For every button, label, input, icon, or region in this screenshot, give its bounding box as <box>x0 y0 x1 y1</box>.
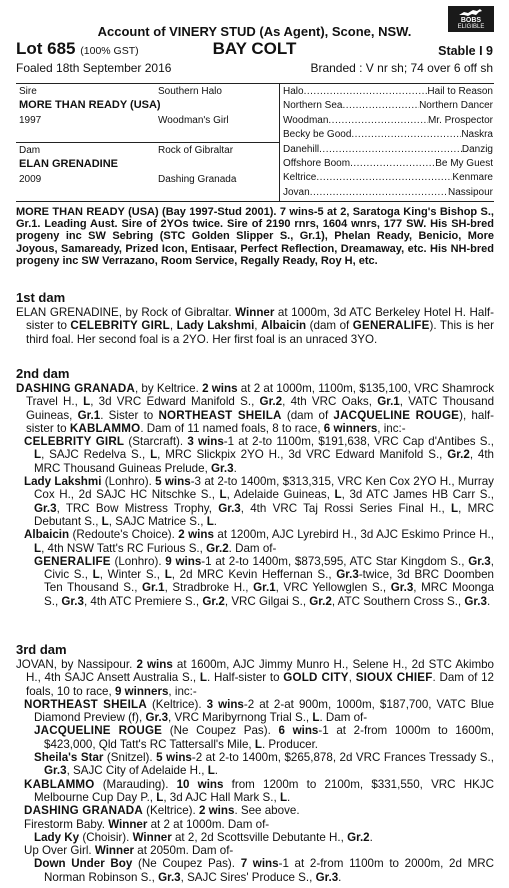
bold-text: Gr.3 <box>34 501 57 515</box>
leader-dots <box>350 158 435 170</box>
grandparent-name: Becky be Good <box>283 129 352 141</box>
text-run: , <box>254 319 262 333</box>
bold-text: 6 wins <box>278 724 319 738</box>
third-dam-heading: 3rd dam <box>16 642 67 657</box>
text-run: Up Over Girl. <box>24 844 95 858</box>
produce-record <box>16 555 494 608</box>
third-dam-section <box>16 642 494 884</box>
grandparent-name: Jovan <box>283 186 310 198</box>
lot-number-text: Lot 685 <box>16 39 76 58</box>
leader-dots <box>310 187 448 199</box>
text-run: -1 at 2-from 1000m to 1600m, $423,000, Qld Tatt's RC Tattersall's Mile, <box>44 724 494 751</box>
text-run: , SAJC Matrice S., <box>108 514 207 528</box>
text-run: , SAJC City of Adelaide H., <box>66 764 208 778</box>
bold-text: Gr.2 <box>309 594 332 608</box>
text-run: , inc:- <box>168 684 197 698</box>
bold-text: 2 wins <box>198 804 235 818</box>
first-dam-heading: 1st dam <box>16 290 66 305</box>
bold-text: Sheila's Star <box>34 751 104 765</box>
leader-dots <box>342 100 419 112</box>
bold-text: L <box>156 790 164 804</box>
text-run: , MRC Slickpix 2YO H., 3d VRC Edward Manifold S., <box>157 448 448 462</box>
text-run: , VRC Gilgai S., <box>224 594 310 608</box>
text-run: -3 at 2-to 1400m, $313,315, VRC Ken Cox 2YO H., Murray Cox H., 2d SAJC HC Nitschke S., <box>34 475 494 502</box>
text-run: ), half-sister to <box>26 408 494 435</box>
text-run: -1 at 2-to 1400m, $873,595, ATC Star Kingdom S., <box>201 554 469 568</box>
grandparent-row <box>283 86 493 98</box>
bold-text: Gr.3 <box>464 594 487 608</box>
text-run: ELAN GRENADINE, by Rock of Gibraltar. <box>16 306 236 319</box>
black-type-horse: KABLAMMO <box>24 777 95 791</box>
grandparent-name: Woodman <box>283 114 329 126</box>
produce-record <box>16 698 494 725</box>
text-run: , MRC Debutant S., <box>34 501 494 528</box>
bold-text: Winner <box>94 844 135 858</box>
black-type-horse: DASHING GRANADA <box>16 382 135 395</box>
bold-text: Albaicin <box>24 528 70 542</box>
grandparent-name: Offshore Boom <box>283 158 351 169</box>
text-run: , 4th VRC Oaks, <box>282 395 378 409</box>
produce-record <box>16 778 494 805</box>
produce-record <box>16 724 494 751</box>
bold-text: 6 winners <box>323 421 378 435</box>
text-run: . Producer. <box>261 737 319 751</box>
bold-text: Gr.2 <box>347 830 370 844</box>
grandparent-sire: Kenmare <box>452 172 493 184</box>
text-run: (dam of <box>281 408 334 422</box>
black-type-horse: CELEBRITY GIRL <box>24 435 125 449</box>
sire-label: Sire <box>19 86 37 97</box>
bold-text: L <box>34 541 42 555</box>
dam-year: 2009 <box>19 174 42 185</box>
bold-text: Lady Ky <box>34 830 80 844</box>
grandparent-name: Northern Sea <box>283 100 343 112</box>
black-type-horse: JACQUELINE ROUGE <box>333 408 460 422</box>
text-run: , by Keltrice. <box>134 382 203 395</box>
dam-name: ELAN GRENADINE <box>19 158 119 170</box>
first-dam-text <box>16 306 494 346</box>
lot-header <box>16 39 493 60</box>
produce-record <box>16 528 494 555</box>
leader-dots <box>351 129 461 141</box>
black-type-horse: NORTHEAST SHEILA <box>24 697 147 711</box>
black-type-horse: GENERALIFE <box>34 554 111 568</box>
bold-text: L <box>206 514 214 528</box>
text-run: from 1200m to 2100m, $331,550, VRC HKJC Melbourne Cup Day P., <box>34 777 495 804</box>
bold-text: L <box>219 488 227 502</box>
grandparent-row <box>283 144 493 156</box>
bold-text: L <box>92 568 100 582</box>
text-run: at 1000m, 3d ATC Berkeley Hotel H. Half-sister to <box>26 306 494 333</box>
text-run: . Dam of- <box>228 541 277 555</box>
second-dam-section <box>16 366 494 608</box>
text-run: , MRC Moonga S., <box>44 581 494 608</box>
grandparent-sire: Northern Dancer <box>419 100 493 112</box>
text-run: , 4th NSW Tatt's RC Furious S., <box>41 541 207 555</box>
text-run: (Snitzel). <box>103 751 157 765</box>
grandparent-row <box>283 158 493 170</box>
bold-text: Gr.3 <box>390 581 414 595</box>
produce-record <box>16 658 494 698</box>
grandparent-sire: Hail to Reason <box>427 86 493 97</box>
text-run: (Redoute's Choice). <box>69 528 179 542</box>
grandparent-sire: Danzig <box>461 143 493 155</box>
vendor-account: Account of VINERY STUD (As Agent), Scone, NSW. <box>97 24 412 39</box>
bold-text: 2 wins <box>136 658 173 671</box>
text-run: . Sister to <box>100 408 159 422</box>
dam-label: Dam <box>19 145 41 156</box>
lot-sex: BAY COLT <box>212 39 297 58</box>
text-run: (Starcraft). <box>124 435 188 449</box>
bold-text: 7 wins <box>240 857 279 871</box>
bold-text: Gr.3 <box>145 711 169 725</box>
produce-record <box>16 844 494 857</box>
grandparent-row <box>283 100 493 112</box>
logo-text-top: BOBS <box>460 17 482 24</box>
bold-text: L <box>150 448 158 462</box>
text-run: . <box>486 594 491 608</box>
text-run: JOVAN, by Nassipour. <box>16 658 137 671</box>
pedigree-table <box>16 83 494 202</box>
bold-text: L <box>34 448 42 462</box>
text-run: at 2050m. Dam of- <box>134 844 234 858</box>
text-run: , VATC Thousand Guineas, <box>26 395 495 422</box>
bold-text: Winner <box>108 817 148 831</box>
produce-record <box>16 382 494 435</box>
text-run: , Adelaide Guineas, <box>226 488 335 502</box>
black-type-horse: KABLAMMO <box>69 421 141 435</box>
text-run: (Keltrice). <box>146 697 207 711</box>
text-run: , TRC Bow Mistress Trophy, <box>56 501 219 515</box>
bold-text: Gr.2 <box>206 541 229 555</box>
text-run: at 2 at 1000m. Dam of- <box>147 817 270 831</box>
bold-text: Gr.3 <box>211 461 234 475</box>
bold-text: 5 wins <box>156 751 192 765</box>
bold-text: Lady Lakshmi <box>24 475 102 489</box>
text-run: -1 at 2-to 1100m, $191,638, VRC Cap d'Antibes S., <box>223 435 494 449</box>
bold-text: Gr.3 <box>158 870 181 884</box>
bold-text: Down Under Boy <box>34 857 133 871</box>
grandparent-name: Halo <box>283 86 304 97</box>
produce-record <box>16 435 494 475</box>
bold-text: Gr.2 <box>447 448 470 462</box>
bold-text: Gr.2 <box>202 594 225 608</box>
sire-sire: Southern Halo <box>158 86 222 97</box>
text-run: . <box>338 870 342 884</box>
black-type-horse: NORTHEAST SHEILA <box>158 408 282 422</box>
text-run: -twice, 3d BRC Doomben Ten Thousand S., <box>44 568 494 595</box>
bold-text: Winner <box>132 830 172 844</box>
text-run: . Dam of 11 named foals, 8 to race, <box>140 421 324 435</box>
leader-dots <box>319 144 462 156</box>
text-run: (Lonhro). <box>101 475 156 489</box>
brand-marks: Branded : V nr sh; 74 over 6 off sh <box>310 61 493 75</box>
text-run: . Dam of 12 foals, 10 to race, <box>26 671 495 698</box>
grandparent-sire: Nassipour <box>447 186 493 198</box>
bold-text: Gr.2 <box>259 395 283 409</box>
grandparent-sire: Mr. Prospector <box>427 114 493 126</box>
bold-text: Gr.3 <box>61 594 84 608</box>
bold-text: L <box>207 764 215 778</box>
produce-record <box>16 751 494 778</box>
text-run: -2 at 2-at 900m, 1000m, $187,700, VATC Blue Diamond Preview (f), <box>34 697 494 725</box>
pedigree-divider <box>279 84 280 201</box>
text-run: , 2d MRC Kevin Heffernan S., <box>171 568 337 582</box>
text-run: (dam of <box>306 319 353 333</box>
text-run: , SAJC Redelva S., <box>41 448 151 462</box>
leader-dots <box>316 172 452 184</box>
bold-text: L <box>279 790 288 804</box>
bold-text: 2 wins <box>202 382 238 395</box>
text-run: , 4th MRC Thousand Guineas Prelude, <box>34 448 494 475</box>
gst-note: (100% GST) <box>80 45 139 57</box>
bold-text: L <box>334 488 342 502</box>
first-dam-section <box>16 290 494 346</box>
produce-record <box>16 804 494 817</box>
bold-text: Winner <box>235 306 275 319</box>
text-run: . Dam of- <box>319 711 368 725</box>
bold-text: 9 wins <box>165 554 202 568</box>
text-run: , <box>348 671 356 685</box>
sire-dam: Woodman's Girl <box>158 115 229 126</box>
text-run: , 3d VRC Edward Manifold S., <box>90 395 260 409</box>
text-run: , 4th ATC Premiere S., <box>83 594 203 608</box>
grandparent-sire: Be My Guest <box>435 158 493 169</box>
text-run: -2 at 2-to 1400m, $265,878, 2d VRC Frances Tressady S., <box>191 751 494 765</box>
bold-text: Gr.1 <box>377 395 400 409</box>
text-run: , ATC Southern Cross S., <box>331 594 465 608</box>
text-run: , Stradbroke H., <box>164 581 254 595</box>
lot-number <box>16 39 139 58</box>
text-run: , inc:- <box>377 421 406 435</box>
text-run: . <box>369 830 373 844</box>
text-run: at 1600m, AJC Jimmy Munro H., Selene H., 2d STC Akimbo H., 4th SAJC Ansett Australia S., <box>26 658 495 685</box>
grandparent-sire: Naskra <box>461 129 493 141</box>
bold-text: 2 wins <box>178 528 214 542</box>
text-run: (Keltrice). <box>142 804 199 818</box>
bold-text: Gr.1 <box>253 581 276 595</box>
text-run: Firestorm Baby. <box>24 817 109 831</box>
pedigree-row-divider <box>16 142 279 143</box>
text-run: , <box>169 319 177 333</box>
text-run: (Marauding). <box>94 777 177 791</box>
produce-record <box>16 857 494 884</box>
produce-record <box>16 831 494 844</box>
text-run: . <box>213 514 218 528</box>
produce-record <box>16 475 494 528</box>
text-run: . <box>287 790 291 804</box>
sire-year: 1997 <box>19 115 42 126</box>
bold-text: Gr.1 <box>77 408 101 422</box>
bold-text: 3 wins <box>187 435 224 449</box>
bold-text: Gr.3 <box>336 568 359 582</box>
text-run: at 2, 2d Scottsville Debutante H., <box>171 830 348 844</box>
leader-dots <box>328 115 428 127</box>
black-type-horse: CELEBRITY GIRL <box>70 319 170 333</box>
text-run: . Half-sister to <box>206 671 284 685</box>
text-run: at 1200m, AJC Lyrebird H., 3d AJC Eskimo Prince H., <box>213 528 494 542</box>
black-type-horse: JACQUELINE ROUGE <box>34 724 163 738</box>
text-run: , 3d ATC James HB Carr S., <box>341 488 494 502</box>
bold-text: L <box>254 737 262 751</box>
leader-dots <box>304 86 428 98</box>
bold-text: Gr.3 <box>315 870 339 884</box>
bold-text: L <box>451 501 459 515</box>
text-run: (Ne Coupez Pas). <box>162 724 279 738</box>
bold-text: Lady Lakshmi <box>176 319 255 333</box>
text-run: , 4th VRC Taj Rossi Series Final H., <box>240 501 452 515</box>
text-run: , 3d AJC Hall Mark S., <box>163 790 280 804</box>
text-run: (Ne Coupez Pas). <box>132 857 241 871</box>
text-run: , VRC Yellowglen S., <box>275 581 391 595</box>
dam-dam: Dashing Granada <box>158 174 237 185</box>
grandparent-row <box>283 115 493 127</box>
sire-summary: MORE THAN READY (USA) (Bay 1997-Stud 2001). 7 wins-5 at 2, Saratoga King's Bishop S., Gr.1. Leading Aust. Sire of 2YOs twice. Sire of 2190 rnrs, 1604 wnrs, 177 SW. His SH-bred progeny inc SW Sebring (STC Golden Slipper S., Gr.1), Phelan Ready, Benicio, More Joyous, Samaready, Prized Icon, Entisaar, Perfect Reflection, Dreamaway, etc. His NH-bred progeny inc SW Verrazano, Room Service, Regally Ready, Roy H, etc. <box>16 206 494 267</box>
grandparent-name: Danehill <box>283 143 320 155</box>
bold-text: 5 wins <box>155 475 191 489</box>
horse-icon <box>458 8 484 17</box>
bold-text: L <box>101 514 109 528</box>
text-run: , VRC Maribyrnong Trial S., <box>168 711 313 725</box>
bold-text: Albaicin <box>261 319 307 333</box>
text-run: -1 at 2-from 1100m to 2000m, 2d MRC Norman Robinson S., <box>44 857 494 884</box>
black-type-horse: GENERALIFE <box>352 319 430 333</box>
bold-text: Gr.1 <box>142 581 165 595</box>
text-run: . <box>233 461 237 475</box>
grandparent-row <box>283 129 493 141</box>
bold-text: 10 wins <box>176 777 224 791</box>
dam-sire: Rock of Gibraltar <box>158 145 234 156</box>
text-run: at 2 at 1000m, 1100m, $135,100, VRC Shamrock Travel H., <box>26 382 495 409</box>
grandparent-row <box>283 187 493 199</box>
bold-text: 9 winners <box>114 684 169 698</box>
grandparent-name: Keltrice <box>283 172 317 184</box>
logo-text-bottom: ELIGIBLE <box>457 24 485 30</box>
bold-text: Gr.3 <box>44 764 67 778</box>
text-run: . See above. <box>234 804 300 818</box>
text-run: , Civic S., <box>44 554 494 582</box>
second-dam-heading: 2nd dam <box>16 366 70 381</box>
text-run: (Lonhro). <box>110 554 166 568</box>
text-run: (Choisir). <box>79 830 133 844</box>
bold-text: 3 wins <box>206 697 244 711</box>
black-type-horse: SIOUX CHIEF <box>355 671 433 685</box>
bold-text: Gr.3 <box>218 501 241 515</box>
bold-text: L <box>83 395 91 409</box>
text-run: ). This is her third foal. Her second foal is a 2YO. Her first foal is an unraced 3YO. <box>26 319 494 346</box>
black-type-horse: GOLD CITY <box>283 671 349 685</box>
text-run: , Winter S., <box>99 568 165 582</box>
stable-number: Stable I 9 <box>438 44 493 58</box>
black-type-horse: DASHING GRANADA <box>24 804 143 818</box>
text-run: . <box>214 764 219 778</box>
bold-text: Gr.3 <box>468 554 491 568</box>
grandparent-row <box>283 172 493 184</box>
bold-text: L <box>312 711 320 725</box>
bold-text: L <box>199 671 207 685</box>
text-run: , SAJC Sires' Produce S., <box>180 870 316 884</box>
produce-record <box>16 818 494 831</box>
foaled-date: Foaled 18th September 2016 <box>16 61 172 75</box>
bold-text: L <box>164 568 172 582</box>
sire-name: MORE THAN READY (USA) <box>19 99 161 111</box>
